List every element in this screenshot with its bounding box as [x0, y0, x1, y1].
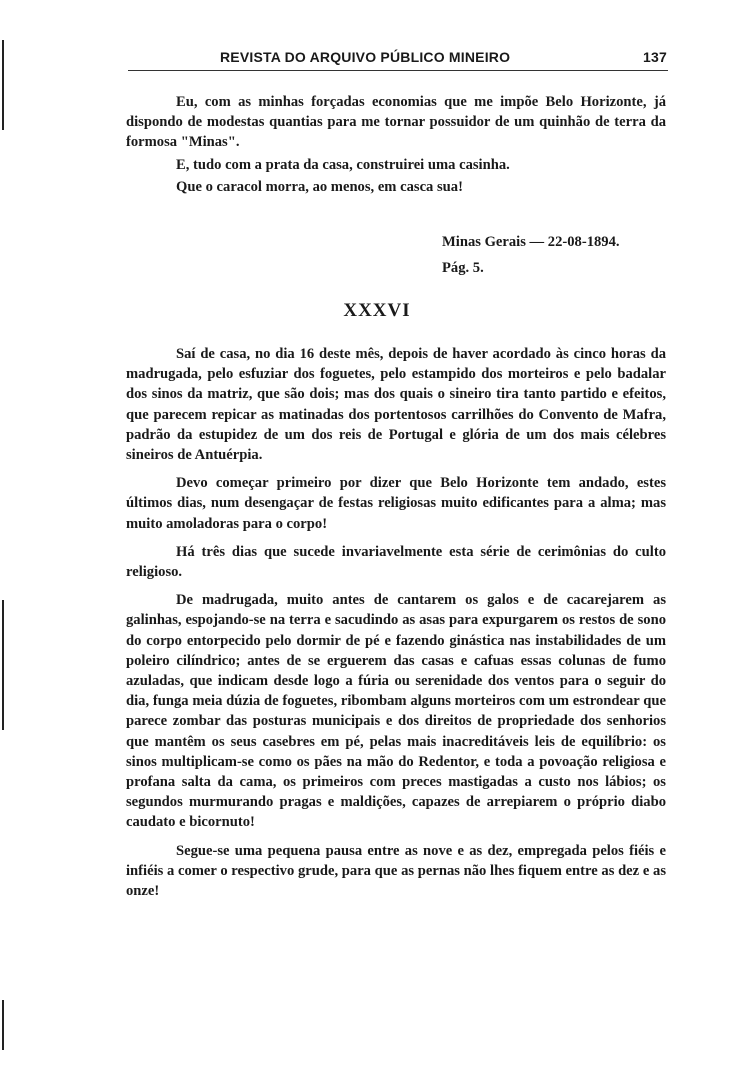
citation-page: Pág. 5.	[442, 260, 484, 276]
opening-text	[126, 92, 666, 199]
scan-edge-mark	[2, 1000, 4, 1050]
paragraph: Há três dias que sucede invariavelmente esta série de cerimônias do culto religioso.	[126, 543, 666, 581]
paragraph: De madrugada, muito antes de cantarem os galos e de cacarejarem as galinhas, espojando-se na terra e sacudindo as asas para expurgarem os restos de sono do corpo entorpecido pelo dormir de pé e fazendo ginástica nas instabilidades de um poleiro cilíndrico; antes de se erguerem das casas e cafuas essas colunas de fumo azuladas, que indicam desde logo a fúria ou serenidade dos ventos para o seguir do dia, funga meia dúzia de foguetes, ribombam alguns morteiros com um estrondear que parece zombar das posturas municipais e dos direitos de propriedade dos senhorios que mantêm os seus casebres em pé, pelas mais inacreditáveis leis de equilíbrio: os sinos multiplicam-se como os pães na mão do Redentor, e toda a povoação religiosa e profana salta da cama, os primeiros com preces mastigadas a custo nos lábios; os segundos murmurando pragas e maldições, capazes de arrepiarem o próprio diabo caudato e bicornuto!	[126, 592, 666, 831]
header-rule	[128, 70, 668, 71]
scan-edge-mark	[2, 40, 4, 130]
chapter-body	[126, 344, 666, 909]
scan-edge-mark	[2, 600, 4, 730]
paragraph: Devo começar primeiro por dizer que Belo Horizonte tem andado, estes últimos dias, num desengaçar de festas religiosas muito edificantes para a alma; mas muito amoladoras para o corpo!	[126, 475, 666, 532]
paragraph: Segue-se uma pequena pausa entre as nove e as dez, empregada pelos fiéis e infiéis a comer o respectivo grude, para que as pernas não lhes fiquem entre as dez e as onze!	[126, 842, 666, 900]
running-header	[212, 47, 667, 71]
citation-source: Minas Gerais — 22-08-1894.	[442, 234, 620, 250]
paragraph: Eu, com as minhas forçadas economias que me impõe Belo Horizonte, já dispondo de modestas quantias para me tornar possuidor de um quinhão de terra da formosa "Minas".	[126, 94, 666, 151]
paragraph: Que o caracol morra, ao menos, em casca sua!	[176, 178, 463, 195]
paragraph: E, tudo com a prata da casa, construirei uma casinha.	[176, 156, 510, 173]
source-citation	[442, 229, 620, 281]
paragraph: Saí de casa, no dia 16 deste mês, depois de haver acordado às cinco horas da madrugada, pelo esfuziar dos foguetes, pelo estampido dos morteiros e pelo badalar dos sinos da matriz, que são dois; mas dos quais o sineiro tira tanto partido e efeitos, que parecem repicar as matinadas dos portentosos carrilhões do Convento de Mafra, padrão da estupidez de um dos reis de Portugal e glória de um dos mais célebres sineiros de Antuérpia.	[126, 346, 666, 464]
chapter-heading: XXXVI	[343, 300, 411, 321]
page-number: 137	[643, 49, 667, 65]
running-title: REVISTA DO ARQUIVO PÚBLICO MINEIRO	[220, 49, 511, 65]
